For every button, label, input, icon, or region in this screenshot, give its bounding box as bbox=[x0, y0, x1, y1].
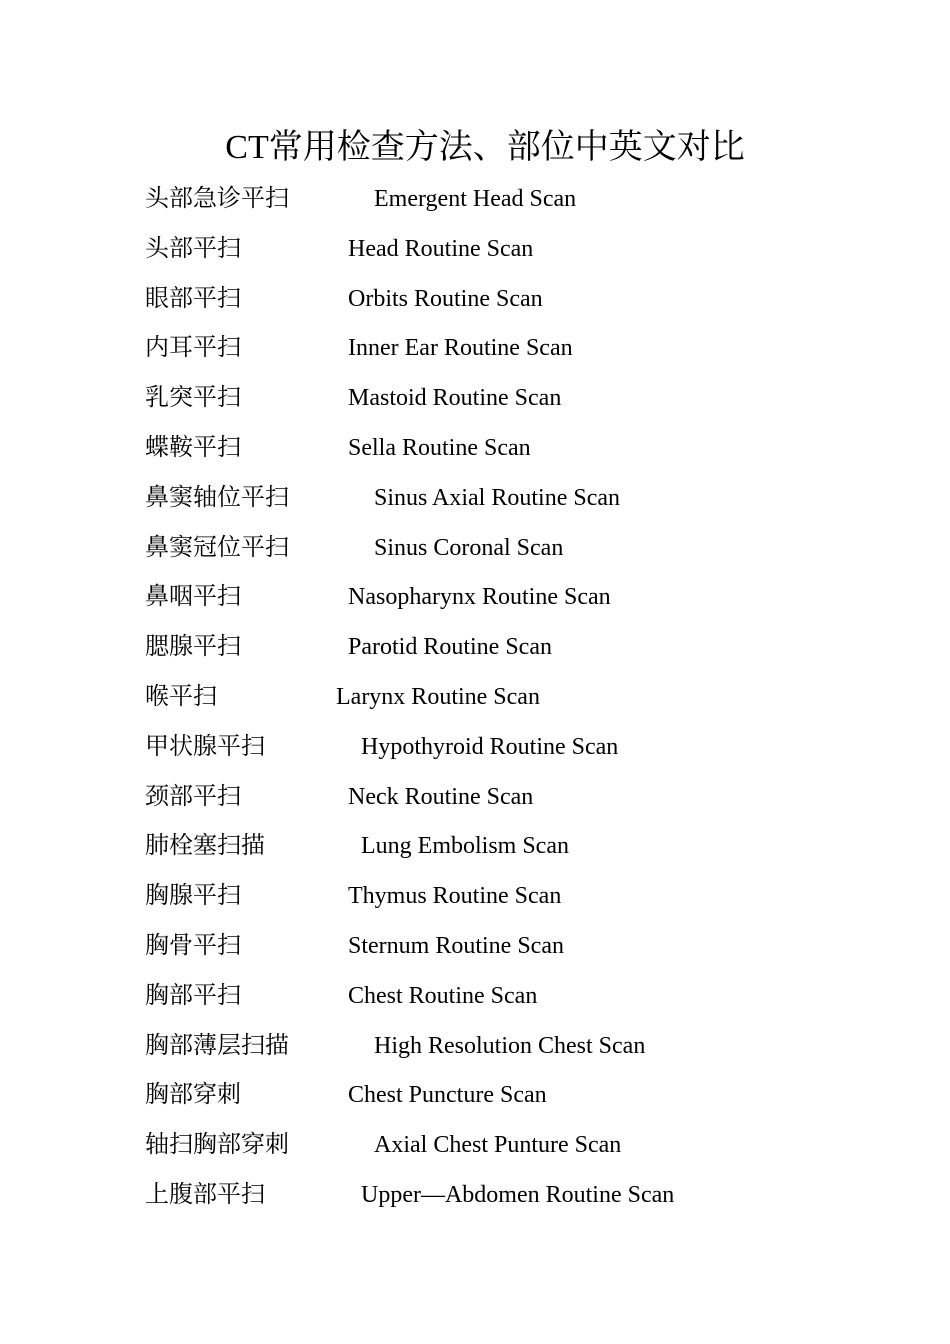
chinese-term: 胸部穿刺 bbox=[145, 1082, 241, 1109]
english-term: Head Routine Scan bbox=[348, 235, 534, 262]
term-row bbox=[145, 778, 845, 828]
chinese-term: 乳突平扫 bbox=[145, 385, 241, 412]
chinese-term: 头部平扫 bbox=[145, 235, 241, 262]
term-row bbox=[145, 1027, 845, 1077]
term-row bbox=[145, 329, 845, 379]
document-title: CT常用检查方法、部位中英文对比 bbox=[225, 129, 745, 166]
english-term: Chest Puncture Scan bbox=[348, 1082, 547, 1109]
term-row bbox=[145, 230, 845, 280]
term-list bbox=[145, 180, 845, 1226]
term-row bbox=[145, 578, 845, 628]
english-term: Sinus Coronal Scan bbox=[374, 534, 564, 561]
term-row bbox=[145, 180, 845, 230]
chinese-term: 腮腺平扫 bbox=[145, 634, 241, 661]
english-term: Mastoid Routine Scan bbox=[348, 385, 562, 412]
english-term: High Resolution Chest Scan bbox=[374, 1032, 646, 1059]
chinese-term: 鼻窦轴位平扫 bbox=[145, 484, 289, 511]
english-term: Nasopharynx Routine Scan bbox=[348, 584, 611, 611]
chinese-term: 胸腺平扫 bbox=[145, 883, 241, 910]
chinese-term: 头部急诊平扫 bbox=[145, 186, 289, 212]
english-term: Sternum Routine Scan bbox=[348, 932, 564, 959]
term-row bbox=[145, 1076, 845, 1126]
english-term: Chest Routine Scan bbox=[348, 982, 538, 1009]
term-row bbox=[145, 429, 845, 479]
chinese-term: 鼻咽平扫 bbox=[145, 584, 241, 611]
english-term: Parotid Routine Scan bbox=[348, 634, 552, 661]
chinese-term: 甲状腺平扫 bbox=[145, 733, 265, 760]
english-term: Lung Embolism Scan bbox=[361, 833, 569, 860]
english-term: Axial Chest Punture Scan bbox=[374, 1132, 622, 1159]
chinese-term: 肺栓塞扫描 bbox=[145, 833, 265, 860]
english-term: Thymus Routine Scan bbox=[348, 883, 562, 910]
chinese-term: 内耳平扫 bbox=[145, 335, 241, 362]
english-term: Larynx Routine Scan bbox=[336, 683, 540, 710]
term-row bbox=[145, 977, 845, 1027]
chinese-term: 喉平扫 bbox=[145, 683, 217, 710]
chinese-term: 胸骨平扫 bbox=[145, 932, 241, 959]
chinese-term: 颈部平扫 bbox=[145, 783, 241, 810]
term-row bbox=[145, 529, 845, 579]
english-term: Emergent Head Scan bbox=[374, 186, 577, 212]
chinese-term: 胸部薄层扫描 bbox=[145, 1032, 289, 1059]
term-row bbox=[145, 479, 845, 529]
chinese-term: 胸部平扫 bbox=[145, 982, 241, 1009]
chinese-term: 鼻窦冠位平扫 bbox=[145, 534, 289, 561]
english-term: Hypothyroid Routine Scan bbox=[361, 733, 619, 760]
term-row bbox=[145, 280, 845, 330]
chinese-term: 上腹部平扫 bbox=[145, 1181, 265, 1208]
term-row bbox=[145, 628, 845, 678]
english-term: Upper—Abdomen Routine Scan bbox=[361, 1181, 675, 1208]
english-term: Neck Routine Scan bbox=[348, 783, 534, 810]
english-term: Sinus Axial Routine Scan bbox=[374, 484, 620, 511]
chinese-term: 轴扫胸部穿刺 bbox=[145, 1132, 289, 1159]
term-row bbox=[145, 678, 845, 728]
term-row bbox=[145, 927, 845, 977]
english-term: Sella Routine Scan bbox=[348, 434, 531, 461]
chinese-term: 眼部平扫 bbox=[145, 285, 241, 312]
english-term: Inner Ear Routine Scan bbox=[348, 335, 573, 362]
term-row bbox=[145, 1126, 845, 1176]
term-row bbox=[145, 1176, 845, 1226]
english-term: Orbits Routine Scan bbox=[348, 285, 543, 312]
term-row bbox=[145, 379, 845, 429]
term-row bbox=[145, 827, 845, 877]
term-row bbox=[145, 877, 845, 927]
chinese-term: 蝶鞍平扫 bbox=[145, 434, 241, 461]
term-row bbox=[145, 728, 845, 778]
